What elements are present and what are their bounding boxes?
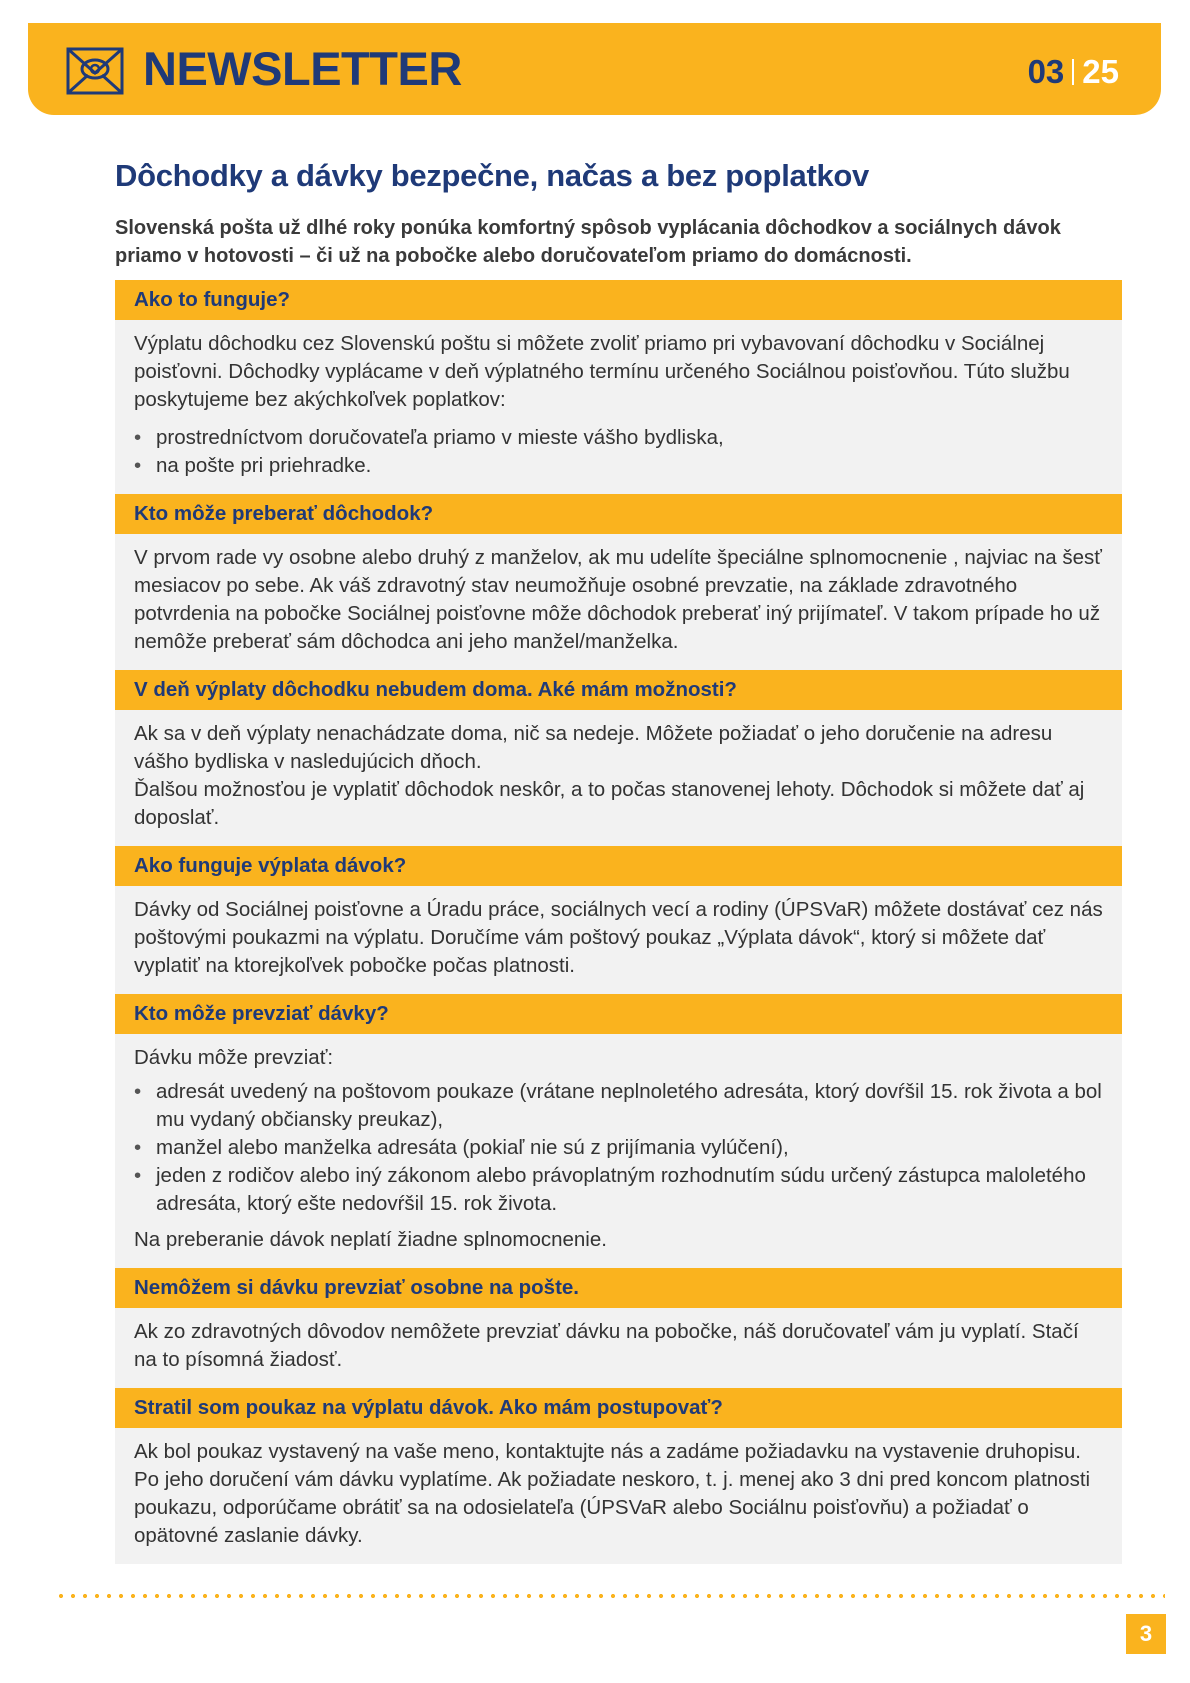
list-item: • manžel alebo manželka adresáta (pokiaľ nie sú z prijímania vylúčení), bbox=[134, 1134, 1103, 1162]
issue-divider bbox=[1072, 59, 1074, 85]
issue-month: 03 bbox=[1027, 53, 1065, 90]
list-item: • na pošte pri priehradke. bbox=[134, 452, 1103, 480]
section-paragraph: Dávku môže prevziať: bbox=[134, 1046, 334, 1069]
list-item: • prostredníctvom doručovateľa priamo v mieste vášho bydliska, bbox=[134, 424, 1103, 452]
newsletter-brand: NEWSLETTER bbox=[143, 42, 462, 95]
article-title: Dôchodky a dávky bezpečne, načas a bez poplatkov bbox=[115, 158, 869, 193]
section-heading: V deň výplaty dôchodku nebudem doma. Aké mám možnosti? bbox=[115, 670, 1122, 710]
faq-section bbox=[115, 846, 1122, 994]
faq-section bbox=[115, 494, 1122, 670]
list-item: • adresát uvedený na poštovom poukaze (vrátane neplnoletého adresáta, ktorý dovŕšil 15. rok života a bol mu vydaný občiansky preukaz), bbox=[134, 1078, 1103, 1134]
section-body bbox=[115, 710, 1122, 846]
issue-year: 25 bbox=[1082, 53, 1119, 90]
section-body bbox=[115, 1428, 1122, 1564]
section-heading: Ako funguje výplata dávok? bbox=[115, 846, 1122, 886]
section-body bbox=[115, 534, 1122, 670]
newsletter-header bbox=[28, 23, 1161, 115]
section-paragraph: Ak bol poukaz vystavený na vaše meno, kontaktujte nás a zadáme požiadavku na vystavenie druhopisu. Po jeho doručení vám dávku vyplatíme. Ak požiadate neskoro, t. j. menej ako 3 dni pred koncom platnosti poukazu, odporúčame obrátiť sa na odosielateľa (ÚPSVaR alebo Sociálnu poisťovňu) a požiadať o opätovné zaslanie dávky. bbox=[134, 1440, 1091, 1547]
section-paragraph: V prvom rade vy osobne alebo druhý z manželov, ak mu udelíte špeciálne splnomocnenie , najviac na šesť mesiacov po sebe. Ak váš zdravotný stav neumožňuje osobné prevzatie, na základe zdravotného potvrdenia na pobočke Sociálnej poisťovne môže dôchodok preberať iný prijímateľ. V takom prípade ho už nemôže preberať sám dôchodca ani jeho manžel/manželka. bbox=[134, 546, 1102, 653]
faq-section bbox=[115, 994, 1122, 1268]
page-number: 3 bbox=[1126, 1614, 1166, 1654]
section-paragraph: Dávky od Sociálnej poisťovne a Úradu práce, sociálnych vecí a rodiny (ÚPSVaR) môžete dostávať cez nás poštovými poukazmi na výplatu. Doručíme vám poštový poukaz „Výplata dávok“, ktorý si môžete dať vyplatiť na ktorejkoľvek pobočke počas platnosti. bbox=[134, 898, 1103, 977]
section-note: Na preberanie dávok neplatí žiadne splnomocnenie. bbox=[134, 1228, 607, 1251]
faq-sections bbox=[115, 280, 1122, 1564]
post-horn-envelope-icon bbox=[66, 47, 124, 95]
bullet-list bbox=[134, 1078, 1103, 1218]
faq-section bbox=[115, 1268, 1122, 1388]
faq-section bbox=[115, 1388, 1122, 1564]
section-body bbox=[115, 1034, 1122, 1268]
section-body bbox=[115, 886, 1122, 994]
section-heading: Ako to funguje? bbox=[115, 280, 1122, 320]
section-heading: Kto môže prevziať dávky? bbox=[115, 994, 1122, 1034]
section-body bbox=[115, 320, 1122, 494]
article bbox=[115, 158, 1122, 1564]
section-paragraph: Výplatu dôchodku cez Slovenskú poštu si môžete zvoliť priamo pri vybavovaní dôchodku v Sociálnej poisťovni. Dôchodky vyplácame v deň výplatného termínu určeného Sociálnou poisťovňou. Túto službu poskytujeme bez akýchkoľvek poplatkov: bbox=[134, 332, 1070, 411]
section-paragraph: Ak sa v deň výplaty nenachádzate doma, nič sa nedeje. Môžete požiadať o jeho doručenie na adresu vášho bydliska v nasledujúcich dňoch. bbox=[134, 722, 1053, 773]
faq-section bbox=[115, 670, 1122, 846]
footer-dotted-divider bbox=[55, 1594, 1165, 1598]
bullet-list bbox=[134, 424, 1103, 480]
section-paragraph: Ak zo zdravotných dôvodov nemôžete prevziať dávku na pobočke, náš doručovateľ vám ju vyplatí. Stačí na to písomná žiadosť. bbox=[134, 1320, 1079, 1371]
section-heading: Kto môže preberať dôchodok? bbox=[115, 494, 1122, 534]
section-paragraph: Ďalšou možnosťou je vyplatiť dôchodok neskôr, a to počas stanovenej lehoty. Dôchodok si môžete dať aj doposlať. bbox=[134, 778, 1085, 829]
section-heading: Stratil som poukaz na výplatu dávok. Ako mám postupovať? bbox=[115, 1388, 1122, 1428]
list-item: • jeden z rodičov alebo iný zákonom alebo právoplatným rozhodnutím súdu určený zástupca maloletého adresáta, ktorý ešte nedovŕšil 15. rok života. bbox=[134, 1162, 1103, 1218]
issue-number bbox=[1028, 53, 1119, 91]
section-body bbox=[115, 1308, 1122, 1388]
section-heading: Nemôžem si dávku prevziať osobne na pošte. bbox=[115, 1268, 1122, 1308]
article-intro: Slovenská pošta už dlhé roky ponúka komfortný spôsob vyplácania dôchodkov a sociálnych dávok priamo v hotovosti – či už na pobočke alebo doručovateľom priamo do domácnosti. bbox=[115, 217, 1061, 267]
faq-section bbox=[115, 280, 1122, 494]
